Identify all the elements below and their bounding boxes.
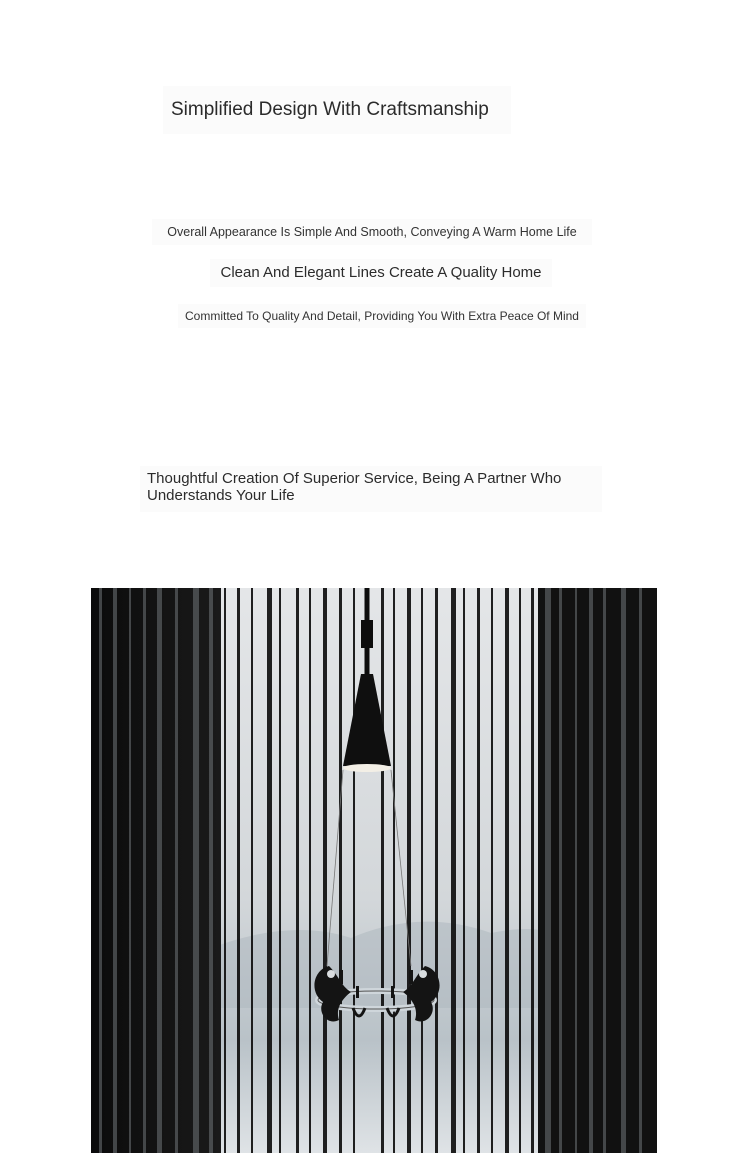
curtain-stripe (531, 588, 534, 1153)
curtain-stripe (639, 588, 642, 1153)
curtain-stripe (491, 588, 493, 1153)
curtain-stripe (353, 588, 355, 1153)
curtain-stripe (279, 588, 281, 1153)
curtain-stripe (251, 588, 253, 1153)
curtain-stripe (463, 588, 465, 1153)
curtain-stripe (575, 588, 577, 1153)
curtain-stripe (157, 588, 162, 1153)
curtain-stripe (129, 588, 131, 1153)
curtain-stripe (589, 588, 593, 1153)
service-statement: Thoughtful Creation Of Superior Service, Being A Partner Who Understands Your Life (140, 466, 602, 512)
curtain-stripe (559, 588, 562, 1153)
curtain-stripe (175, 588, 178, 1153)
left-dark-curtain (91, 588, 221, 1153)
pendant-lamp-curtain-illustration (91, 588, 657, 1153)
subtitle-line-appearance: Overall Appearance Is Simple And Smooth, Conveying A Warm Home Life (152, 219, 592, 245)
curtain-stripe (99, 588, 102, 1153)
curtain-stripe (339, 588, 342, 1153)
curtain-stripe (393, 588, 395, 1153)
curtain-stripe (143, 588, 146, 1153)
curtain-stripe (407, 588, 411, 1153)
curtain-stripe (451, 588, 456, 1153)
curtain-stripe (224, 588, 226, 1153)
curtain-stripe (381, 588, 384, 1153)
curtain-stripe (267, 588, 272, 1153)
section-title: Simplified Design With Craftsmanship (163, 86, 511, 134)
curtain-stripe (603, 588, 606, 1153)
curtain-stripe (505, 588, 509, 1153)
curtain-stripe (621, 588, 626, 1153)
curtain-stripe (519, 588, 521, 1153)
curtain-stripe (545, 588, 551, 1153)
curtain-stripe (209, 588, 213, 1153)
curtain-stripe (113, 588, 117, 1153)
hero-photo (91, 588, 657, 1153)
lamp-glow (343, 764, 391, 772)
curtain-stripe (309, 588, 311, 1153)
curtain-stripe (237, 588, 240, 1153)
curtain-stripe (477, 588, 480, 1153)
curtain-stripe (435, 588, 438, 1153)
curtain-stripe (421, 588, 423, 1153)
curtain-stripe (323, 588, 327, 1153)
curtain-stripe (193, 588, 199, 1153)
lamp-cord-fitting (361, 620, 373, 648)
subtitle-line-lines: Clean And Elegant Lines Create A Quality Home (210, 259, 552, 287)
curtain-stripe (296, 588, 299, 1153)
subtitle-line-quality: Committed To Quality And Detail, Providing You With Extra Peace Of Mind (178, 304, 586, 328)
